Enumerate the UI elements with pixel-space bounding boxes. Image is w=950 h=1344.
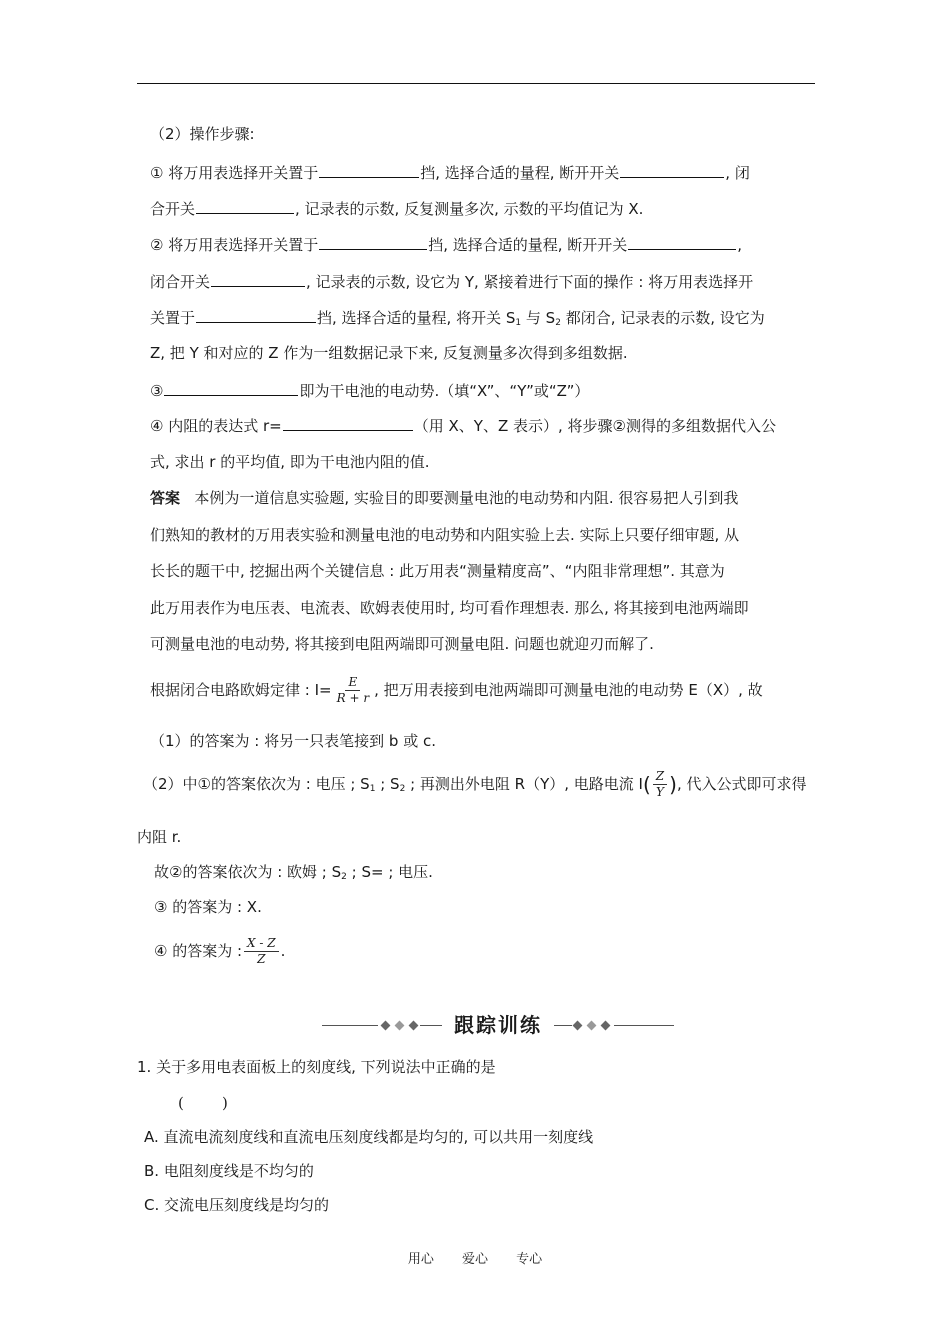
option-b-text: B. 电阻刻度线是不均匀的	[144, 1162, 314, 1180]
answer-part1-text: （1）的答案为 : 将另一只表笔接到 b 或 c.	[150, 732, 436, 750]
ohm-law-line	[150, 675, 763, 706]
question1-stem-text: 1. 关于多用电表面板上的刻度线, 下列说法中正确的是	[137, 1058, 496, 1076]
section-left-line	[322, 1025, 378, 1026]
step4-text-b: （用 X、Y、Z 表示）, 将步骤②测得的多组数据代入公	[413, 417, 776, 435]
step2-text-g: 挡, 选择合适的量程, 将开关 S	[317, 309, 516, 327]
ohm-text-b: , 把万用表接到电池两端即可测量电池的电动势 E（X）, 故	[374, 681, 763, 699]
answer-part3-text-a: 故②的答案依次为 : 欧姆 ; S	[154, 863, 342, 881]
diamond-ornament-icon	[395, 1021, 405, 1031]
answer-part5-text-a: ④ 的答案为 :	[154, 942, 243, 960]
right-paren: )	[669, 772, 677, 797]
answer-blank[interactable]	[319, 162, 419, 178]
answer-part3	[154, 862, 433, 887]
fraction-denominator: R + r	[336, 691, 370, 705]
step2-text-a: ② 将万用表选择开关置于	[150, 236, 319, 254]
answer-line5	[150, 634, 654, 654]
answer-part1	[150, 731, 436, 751]
answer-part3-text-b: ; S= ; 电压.	[346, 863, 433, 881]
fraction-denominator: Y	[656, 785, 664, 799]
answer-part4-text: ③ 的答案为 : X.	[154, 898, 262, 916]
diamond-ornament-icon	[587, 1021, 597, 1031]
answer-text: 们熟知的教材的万用表实验和测量电池的电动势和内阻实验上去. 实际上只要仔细审题, 从	[150, 526, 740, 544]
step4-text-a: ④ 内阻的表达式 r=	[150, 417, 282, 435]
page-footer: 用心 爱心 专心	[407, 1252, 543, 1267]
header-rule	[137, 83, 815, 84]
option-a[interactable]	[144, 1127, 593, 1147]
step2-text-f: 关置于	[150, 309, 196, 327]
section-title: 跟踪训练	[454, 1013, 542, 1037]
ohm-fraction	[334, 675, 372, 706]
step4-line1	[150, 415, 776, 436]
step3-line	[150, 380, 589, 401]
answer-part2-text-b: ; S	[375, 775, 400, 793]
current-fraction	[653, 769, 667, 800]
step3-text-b: 即为干电池的电动势.（填“X”、“Y”或“Z”）	[299, 382, 590, 400]
fraction-numerator: Z	[653, 769, 667, 785]
fraction-numerator: E	[345, 675, 360, 691]
diamond-ornament-icon	[409, 1021, 419, 1031]
question1-stem	[137, 1057, 496, 1077]
diamond-ornament-icon	[601, 1021, 611, 1031]
step2-line4	[150, 343, 628, 363]
answer-text: 长长的题干中, 挖掘出两个关键信息 : 此万用表“测量精度高”、“内阻非常理想”. 其意为	[150, 562, 725, 580]
answer-part2-text-e: 内阻 r.	[137, 828, 182, 846]
answer-blank[interactable]	[196, 198, 294, 214]
section-header	[322, 1010, 674, 1040]
fraction-denominator: Z	[257, 952, 266, 966]
diamond-ornament-icon	[573, 1021, 583, 1031]
left-paren: (	[642, 772, 651, 797]
step2-line1	[150, 234, 742, 255]
subscript: 2	[555, 318, 561, 328]
option-a-text: A. 直流电流刻度线和直流电压刻度线都是均匀的, 可以共用一刻度线	[144, 1128, 594, 1146]
section-right-line	[614, 1025, 674, 1026]
step2-text-e: , 记录表的示数, 设它为 Y, 紧接着进行下面的操作 : 将万用表选择开	[306, 273, 754, 291]
subscript: 2	[399, 784, 406, 794]
answer-part2-text-d: , 代入公式即可求得	[676, 775, 807, 793]
answer-blank[interactable]	[319, 234, 427, 250]
steps-heading-text: （2）操作步骤:	[150, 125, 255, 143]
answer-blank[interactable]	[628, 234, 736, 250]
step1-text-a: ① 将万用表选择开关置于	[150, 164, 319, 182]
step4-line2	[150, 452, 430, 472]
subscript: 1	[515, 318, 522, 328]
ohm-text-a: 根据闭合电路欧姆定律 : I=	[150, 681, 332, 699]
step1-line1	[150, 162, 750, 183]
answer-text: 此万用表作为电压表、电流表、欧姆表使用时, 均可看作理想表. 那么, 将其接到电池两端即	[150, 599, 749, 617]
answer-line4	[150, 598, 749, 618]
answer-line1	[150, 488, 738, 508]
answer-text: 可测量电池的电动势, 将其接到电阻两端即可测量电阻. 问题也就迎刃而解了.	[150, 635, 654, 653]
answer-part5-text-b: .	[280, 942, 286, 960]
answer-blank[interactable]	[196, 307, 316, 323]
step1-text-b: 挡, 选择合适的量程, 断开开关	[420, 164, 620, 182]
step2-line2	[150, 271, 753, 292]
step2-text-i: 都闭合, 记录表的示数, 设它为	[560, 309, 765, 327]
option-c-text: C. 交流电压刻度线是均匀的	[144, 1196, 330, 1214]
answer-parentheses: ( )	[178, 1094, 228, 1112]
subscript: 2	[341, 872, 347, 882]
answer-part2-cont	[137, 827, 181, 847]
section-left-line	[420, 1025, 442, 1026]
answer-blank[interactable]	[211, 271, 305, 287]
option-b[interactable]	[144, 1161, 314, 1181]
answer-blank[interactable]	[164, 380, 298, 396]
step2-text-j: Z, 把 Y 和对应的 Z 作为一组数据记录下来, 反复测量多次得到多组数据.	[150, 344, 628, 362]
step1-text-c: , 闭	[725, 164, 750, 182]
answer-part4	[154, 897, 262, 917]
answer-blank[interactable]	[283, 415, 413, 431]
answer-label: 答案	[150, 489, 181, 507]
fraction-numerator: X - Z	[244, 936, 279, 952]
diamond-ornament-icon	[381, 1021, 391, 1031]
section-right-line	[554, 1025, 572, 1026]
resistance-fraction	[244, 936, 279, 967]
answer-text: 本例为一道信息实验题, 实验目的即要测量电池的电动势和内阻. 很容易把人引到我	[194, 489, 739, 507]
step3-text-a: ③	[150, 382, 164, 400]
answer-part2-text-c: ; 再测出外电阻 R（Y）, 电路电流 I	[405, 775, 643, 793]
answer-part2-text-a: （2）中①的答案依次为 : 电压 ; S	[143, 775, 370, 793]
step2-text-b: 挡, 选择合适的量程, 断开开关	[428, 236, 628, 254]
step2-text-c: ,	[737, 236, 743, 254]
steps-heading	[150, 124, 255, 144]
step4-text-c: 式, 求出 r 的平均值, 即为干电池内阻的值.	[150, 453, 430, 471]
answer-part5	[154, 935, 285, 967]
step1-text-e: , 记录表的示数, 反复测量多次, 示数的平均值记为 X.	[295, 200, 644, 218]
step1-line2	[150, 198, 643, 219]
subscript: 1	[369, 784, 376, 794]
step2-text-d: 闭合开关	[150, 273, 211, 291]
step1-text-d: 合开关	[150, 200, 196, 218]
answer-line2	[150, 525, 739, 545]
answer-blank[interactable]	[620, 162, 724, 178]
question1-paren	[178, 1093, 228, 1113]
option-c[interactable]	[144, 1195, 329, 1215]
step2-line3	[150, 307, 765, 333]
answer-part2	[143, 769, 807, 804]
answer-line3	[150, 561, 725, 581]
step2-text-h: 与 S	[521, 309, 556, 327]
